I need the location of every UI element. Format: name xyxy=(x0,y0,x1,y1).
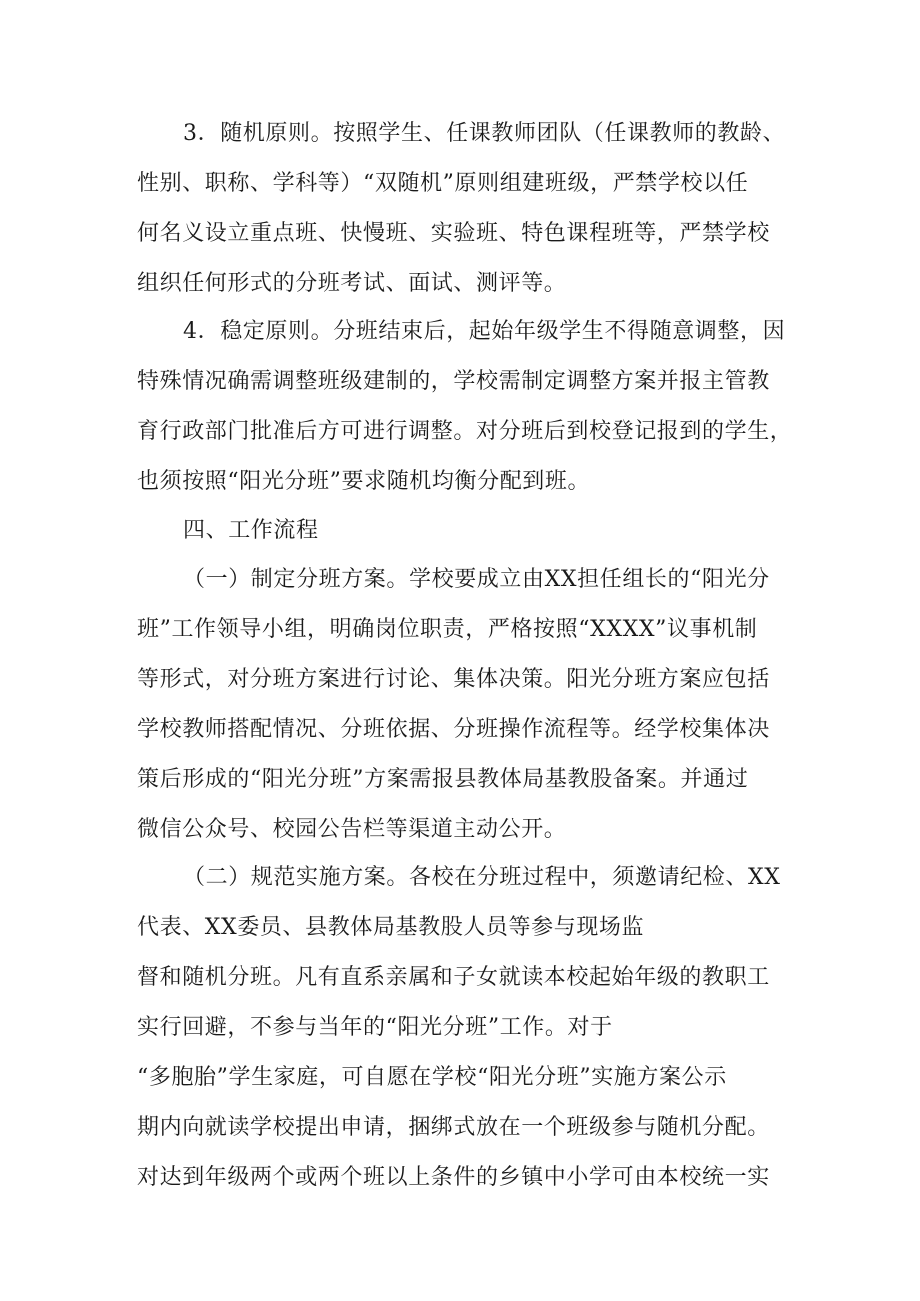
paragraph-line: 班”工作领导小组，明确岗位职责，严格按照“XXXX”议事机制 xyxy=(137,617,758,642)
paragraph-line: 等形式，对分班方案进行讨论、集体决策。阳光分班方案应包括 xyxy=(137,667,770,692)
paragraph-line: “多胞胎”学生家庭，可自愿在学校“阳光分班”实施方案公示 xyxy=(137,1065,727,1090)
paragraph-line: 代表、XX委员、县教体局基教股人员等参与现场监 xyxy=(137,915,645,940)
paragraph-line: 组织任何形式的分班考试、面试、测评等。 xyxy=(137,271,567,296)
paragraph-line: 微信公众号、校园公告栏等渠道主动公开。 xyxy=(137,817,567,842)
paragraph-line: （一）制定分班方案。学校要成立由XX担任组长的“阳光分 xyxy=(183,567,770,592)
paragraph-line: 学校教师搭配情况、分班依据、分班操作流程等。经学校集体决 xyxy=(137,717,770,742)
paragraph-line: 3．随机原则。按照学生、任课教师团队（任课教师的教龄、 xyxy=(183,121,786,146)
paragraph-line: 实行回避，不参与当年的“阳光分班”工作。对于 xyxy=(137,1015,613,1040)
paragraph-line: 特殊情况确需调整班级建制的，学校需制定调整方案并报主管教 xyxy=(137,369,770,394)
paragraph-line: 4．稳定原则。分班结束后，起始年级学生不得随意调整，因 xyxy=(183,319,786,344)
paragraph-line: 督和随机分班。凡有直系亲属和子女就读本校起始年级的教职工 xyxy=(137,965,770,990)
paragraph-line: 期内向就读学校提出申请，捆绑式放在一个班级参与随机分配。 xyxy=(137,1115,770,1140)
paragraph-line: 策后形成的“阳光分班”方案需报县教体局基教股备案。并通过 xyxy=(137,767,749,792)
paragraph-line: 何名义设立重点班、快慢班、实验班、特色课程班等，严禁学校 xyxy=(137,221,770,246)
paragraph-line: 育行政部门批准后方可进行调整。对分班后到校登记报到的学生， xyxy=(137,419,793,444)
paragraph-line: 对达到年级两个或两个班以上条件的乡镇中小学可由本校统一实 xyxy=(137,1165,770,1190)
paragraph-line: 性别、职称、学科等）“双随机”原则组建班级，严禁学校以任 xyxy=(137,171,749,196)
paragraph-line: （二）规范实施方案。各校在分班过程中，须邀请纪检、XX xyxy=(183,865,781,890)
section-heading: 四、工作流程 xyxy=(183,518,319,543)
paragraph-line: 也须按照“阳光分班”要求随机均衡分配到班。 xyxy=(137,469,591,494)
